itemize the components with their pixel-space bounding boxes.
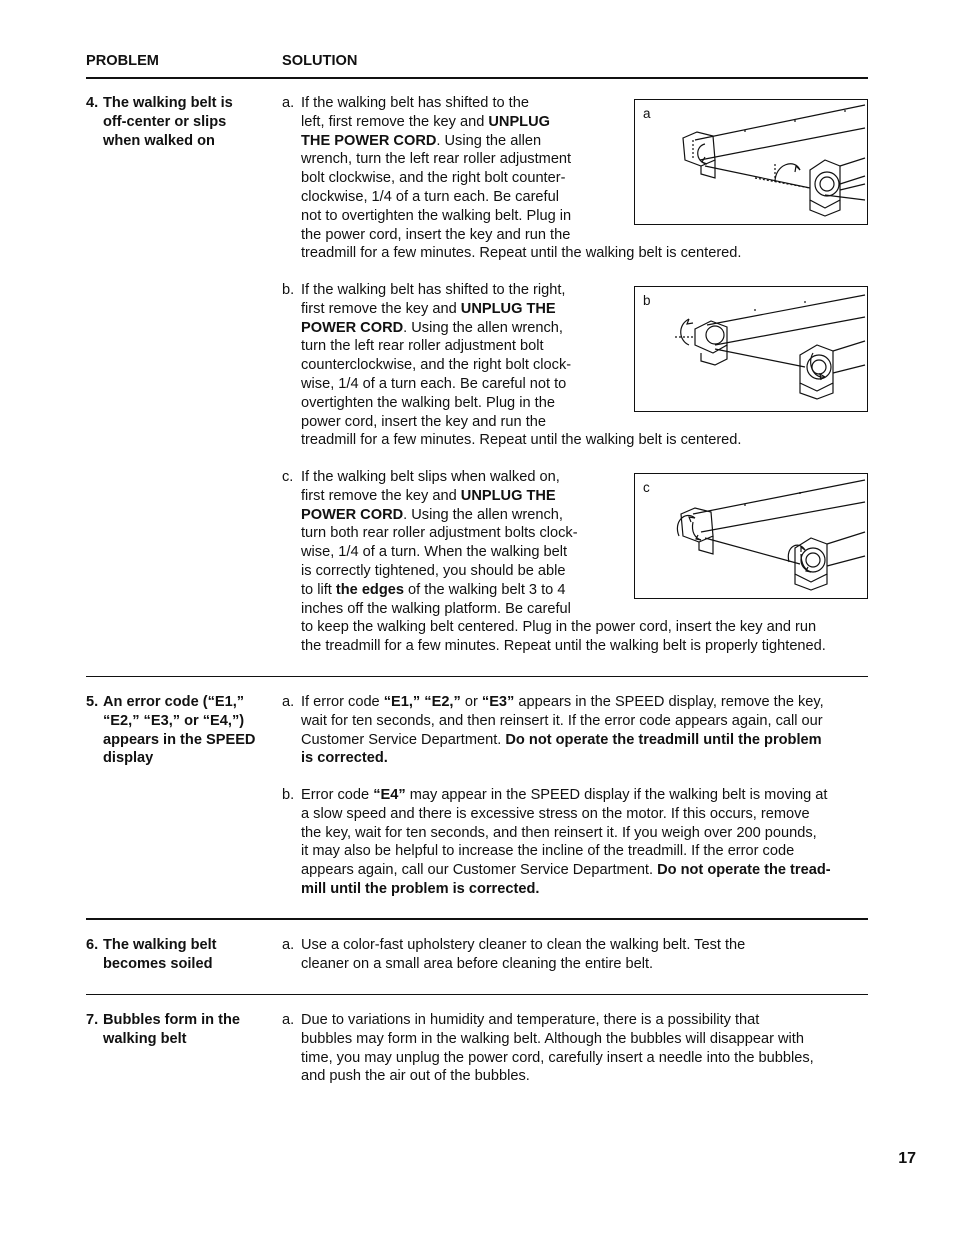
figure-label: a — [643, 106, 651, 121]
treadmill-rear-illustration — [635, 474, 869, 600]
solution-line: is corrected. — [301, 750, 388, 767]
solution-line: is correctly tightened, you should be able — [301, 562, 566, 579]
problem-column-header: PROBLEM — [86, 53, 159, 69]
solution-line: first remove the key and UNPLUG THE — [301, 487, 556, 504]
solution-line: the treadmill for a few minutes. Repeat until the walking belt is properly tightened. — [301, 638, 826, 655]
problem-number: 5. — [86, 694, 99, 710]
treadmill-rear-illustration — [635, 287, 869, 413]
solution-line: treadmill for a few minutes. Repeat until the walking belt is centered. — [301, 245, 742, 262]
problem-line: appears in the SPEED — [103, 731, 256, 748]
solution-letter: c. — [282, 469, 294, 485]
solution-line: inches off the walking platform. Be careful — [301, 600, 571, 617]
figure-label: c — [643, 480, 650, 495]
problem-line: The walking belt is — [103, 95, 233, 111]
solution-line: Use a color-fast upholstery cleaner to clean the walking belt. Test the — [301, 937, 746, 953]
problem-line: The walking belt — [103, 937, 217, 953]
solution-column-header: SOLUTION — [282, 53, 358, 69]
solution-line: bolt clockwise, and the right bolt counter- — [301, 170, 566, 187]
section-divider — [86, 994, 868, 995]
section-divider — [86, 676, 868, 677]
figure-a-treadmill-roller-illustration — [634, 99, 868, 225]
page-number: 17 — [898, 1150, 916, 1167]
problem-line: “E2,” “E3,” or “E4,”) — [103, 712, 245, 729]
solution-line: not to overtighten the walking belt. Plug in — [301, 207, 572, 224]
solution-line: wrench, turn the left rear roller adjustment — [301, 151, 572, 168]
solution-line: the key, wait for ten seconds, and then reinsert it. If you weigh over 200 pounds, — [301, 824, 817, 841]
solution-line: left, first remove the key and UNPLUG — [301, 113, 550, 130]
solution-line: wise, 1/4 of a turn each. Be careful not to — [301, 375, 567, 392]
problem-line: Bubbles form in the — [103, 1012, 241, 1028]
solution-line: the power cord, insert the key and run the — [301, 226, 571, 243]
solution-7a — [282, 1011, 814, 1086]
solution-line: treadmill for a few minutes. Repeat until the walking belt is centered. — [301, 432, 742, 449]
solution-line: time, you may unplug the power cord, carefully insert a needle into the bubbles, — [301, 1049, 814, 1066]
solution-line: Due to variations in humidity and temperature, there is a possibility that — [301, 1012, 760, 1028]
solution-line: and push the air out of the bubbles. — [301, 1068, 530, 1085]
solution-line: turn the left rear roller adjustment bolt — [301, 338, 544, 355]
solution-line: Customer Service Department. Do not operate the treadmill until the problem — [301, 731, 822, 748]
solution-line: mill until the problem is corrected. — [301, 880, 540, 897]
solution-line: wise, 1/4 of a turn. When the walking belt — [301, 544, 568, 561]
problem-line: An error code (“E1,” — [103, 694, 245, 710]
solution-line: POWER CORD. Using the allen wrench, — [301, 319, 563, 336]
solution-line: counterclockwise, and the right bolt clock- — [301, 357, 572, 374]
problem-5 — [86, 693, 276, 768]
problem-number: 4. — [86, 95, 99, 111]
solution-letter: a. — [282, 95, 295, 111]
solution-line: If the walking belt has shifted to the right, — [301, 282, 566, 298]
solution-line: overtighten the walking belt. Plug in the — [301, 394, 555, 411]
problem-line: becomes soiled — [103, 955, 213, 972]
solution-line: clockwise, 1/4 of a turn each. Be careful — [301, 188, 559, 205]
figure-c-treadmill-roller-illustration — [634, 473, 868, 599]
solution-line: cleaner on a small area before cleaning the entire belt. — [301, 955, 654, 972]
solution-letter: b. — [282, 282, 295, 298]
solution-line: it may also be helpful to increase the incline of the treadmill. If the error code — [301, 843, 795, 860]
solution-line: first remove the key and UNPLUG THE — [301, 300, 556, 317]
solution-line: appears again, call our Customer Service Department. Do not operate the tread- — [301, 862, 831, 879]
solution-line: a slow speed and there is excessive stress on the motor. If this occurs, remove — [301, 805, 810, 822]
solution-line: wait for ten seconds, and then reinsert it. If the error code appears again, call our — [301, 712, 823, 729]
figure-label: b — [643, 293, 651, 308]
solution-letter: a. — [282, 937, 295, 953]
solution-5a — [282, 693, 824, 768]
figure-b-treadmill-roller-illustration — [634, 286, 868, 412]
header-rule — [86, 77, 868, 79]
solution-6a — [282, 936, 745, 974]
problem-number: 7. — [86, 1012, 99, 1028]
section-divider — [86, 918, 868, 920]
treadmill-rear-illustration — [635, 100, 869, 226]
solution-line: to keep the walking belt centered. Plug in the power cord, insert the key and run — [301, 619, 817, 636]
solution-5b — [282, 786, 831, 899]
problem-line: off-center or slips — [103, 113, 227, 130]
solution-line: If the walking belt slips when walked on, — [301, 469, 560, 485]
solution-letter: b. — [282, 787, 295, 803]
solution-letter: a. — [282, 1012, 295, 1028]
solution-line: Error code “E4” may appear in the SPEED display if the walking belt is moving at — [301, 787, 828, 803]
solution-line: If the walking belt has shifted to the — [301, 95, 529, 111]
solution-line: If error code “E1,” “E2,” or “E3” appears in the SPEED display, remove the key, — [301, 694, 824, 710]
solution-line: bubbles may form in the walking belt. Although the bubbles will disappear with — [301, 1030, 804, 1047]
problem-line: display — [103, 750, 154, 767]
problem-7 — [86, 1011, 276, 1049]
solution-line: power cord, insert the key and run the — [301, 413, 546, 430]
solution-line: THE POWER CORD. Using the allen — [301, 132, 542, 149]
problem-4 — [86, 94, 276, 150]
problem-number: 6. — [86, 937, 99, 953]
solution-line: turn both rear roller adjustment bolts clock- — [301, 525, 578, 542]
solution-line: POWER CORD. Using the allen wrench, — [301, 506, 563, 523]
problem-6 — [86, 936, 276, 974]
solution-line: to lift the edges of the walking belt 3 to 4 — [301, 581, 566, 598]
problem-line: when walked on — [103, 132, 215, 149]
problem-line: walking belt — [103, 1030, 187, 1047]
solution-letter: a. — [282, 694, 295, 710]
